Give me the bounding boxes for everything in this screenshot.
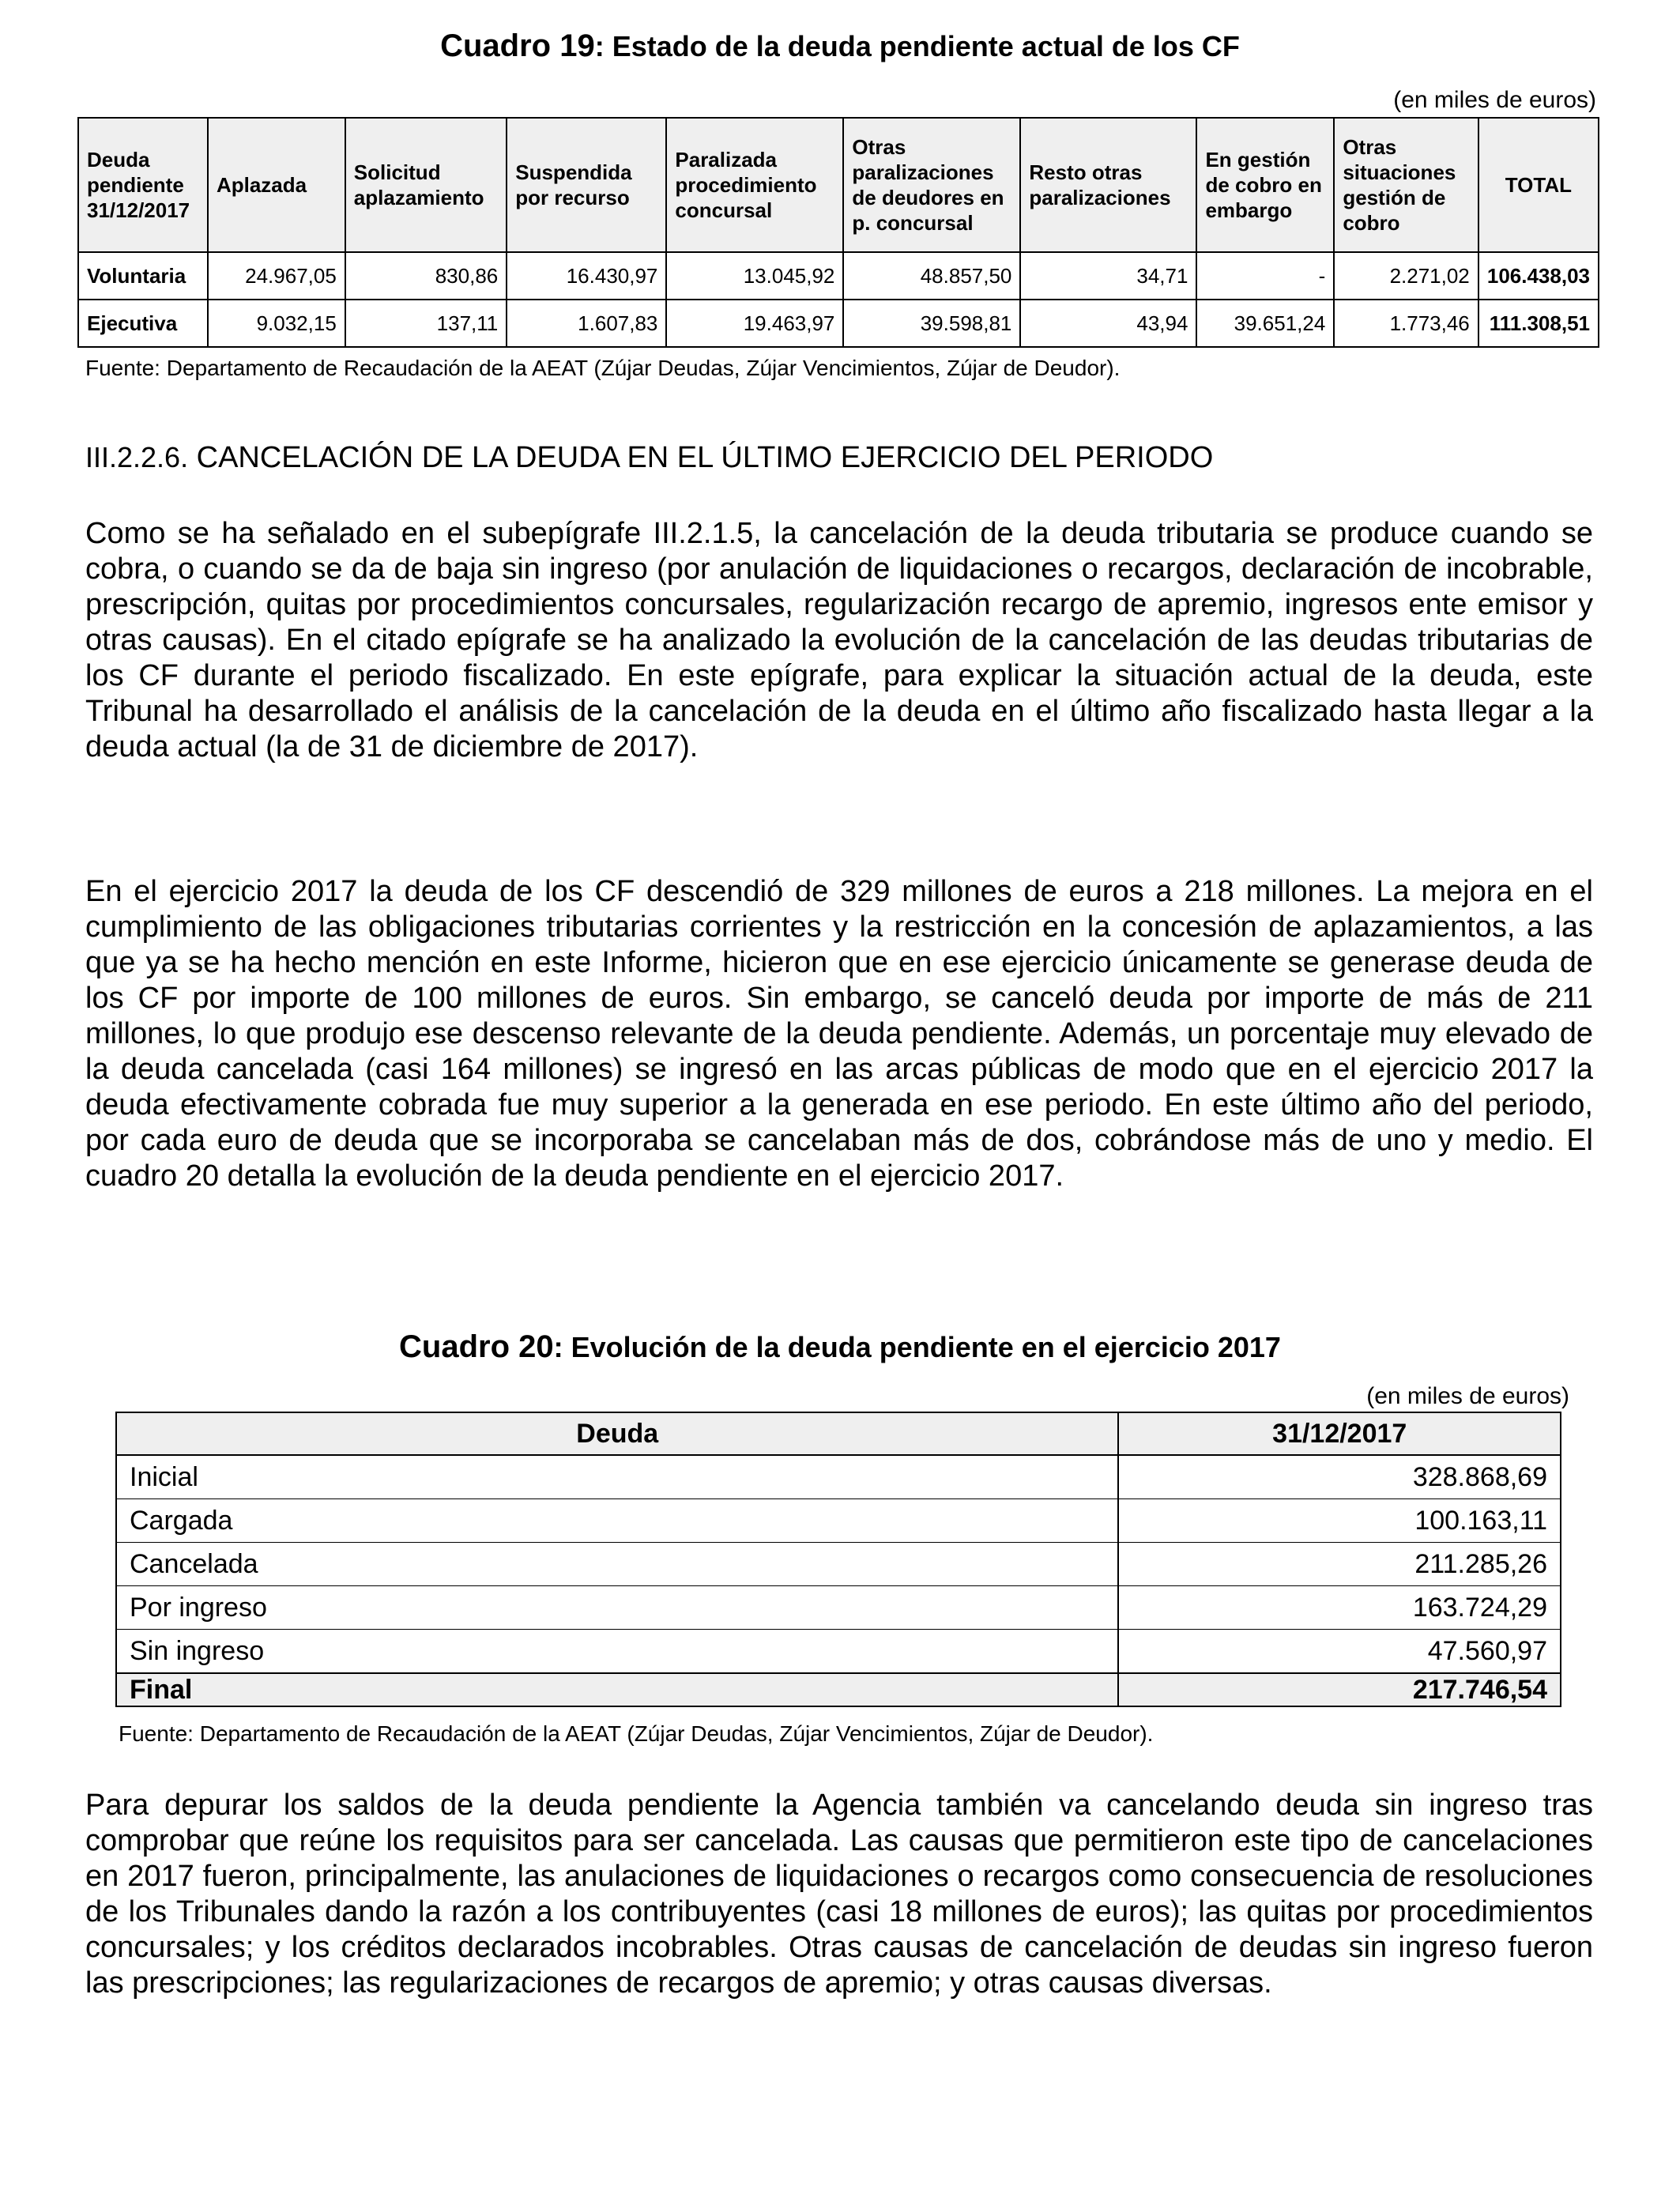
table-cell: 43,94 [1020,300,1196,347]
table-row [78,252,1599,300]
table-cell: 13.045,92 [666,252,843,300]
row-label-inicial: Inicial [116,1455,1118,1499]
cuadro-20-source: Fuente: Departamento de Recaudación de la AEAT (Zújar Deudas, Zújar Vencimientos, Zújar de Deudor). [119,1721,1154,1746]
section-heading [85,441,1213,475]
table-cell: 24.967,05 [208,252,345,300]
paragraph-1-text: Como se ha señalado en el subepígrafe III.2.1.5, la cancelación de la deuda tributaria se produce cuando se cobra, o cuando se da de baja sin ingreso (por anulación de liquidaciones o recargos, declaración de incobrable, prescripción, quitas por procedimientos concursales, regularización recargo de apremio, ingresos ente emisor y otras causas). En el citado epígrafe se ha analizado la evolución de la cancelación de las deudas tributarias de los CF durante el periodo fiscalizado. En este epígrafe, para explicar la situación actual de la deuda, este Tribunal ha desarrollado el análisis de la cancelación de la deuda en el último año fiscalizado hasta llegar a la deuda actual (la de 31 de diciembre de 2017). [85,517,1593,763]
cuadro-19-header-row [78,118,1599,252]
col-header-en-gestion-de-cobro: En gestión de cobro en embargo [1196,118,1334,252]
table-cell-total: 111.308,51 [1478,300,1599,347]
table-row [116,1630,1561,1674]
table-row [116,1586,1561,1630]
section-title: CANCELACIÓN DE LA DEUDA EN EL ÚLTIMO EJERCICIO DEL PERIODO [188,441,1214,474]
table-row-final [116,1673,1561,1706]
paragraph-3 [85,1788,1593,2001]
table-cell: 39.598,81 [843,300,1020,347]
row-label-cancelada: Cancelada [116,1543,1118,1586]
table-row [116,1455,1561,1499]
table-cell: 47.560,97 [1118,1630,1561,1674]
col-header-suspendida-por-recurso: Suspendida por recurso [507,118,666,252]
cuadro-19-source: Fuente: Departamento de Recaudación de la AEAT (Zújar Deudas, Zújar Vencimientos, Zújar de Deudor). [85,356,1121,380]
table-row [116,1543,1561,1586]
row-label-cargada: Cargada [116,1499,1118,1543]
table-cell: 34,71 [1020,252,1196,300]
cuadro-19-units: (en miles de euros) [1393,87,1596,113]
cuadro-20-title [0,1329,1680,1365]
cuadro-19-table [77,117,1599,348]
row-label-voluntaria: Voluntaria [78,252,208,300]
cuadro-20-table [115,1412,1561,1707]
cuadro-20-title-main: Cuadro 20 [399,1329,554,1364]
cuadro-20-header-row [116,1412,1561,1455]
table-row [78,300,1599,347]
col-header-deuda: Deuda [116,1412,1118,1455]
table-cell: 39.651,24 [1196,300,1334,347]
paragraph-1 [85,516,1593,765]
row-label-ejecutiva: Ejecutiva [78,300,208,347]
table-cell: 1.773,46 [1334,300,1478,347]
cuadro-20-title-sub: : Evolución de la deuda pendiente en el ejercicio 2017 [553,1331,1281,1363]
table-cell: 328.868,69 [1118,1455,1561,1499]
paragraph-3-text: Para depurar los saldos de la deuda pendiente la Agencia también va cancelando deuda sin ingreso tras comprobar que reúne los requisitos para ser cancelada. Las causas que permitieron este tipo de cancelaciones en 2017 fueron, principalmente, las anulaciones de liquidaciones o recargos como consecuencia de resoluciones de los Tribunales dando la razón a los contribuyentes (casi 18 millones de euros); las quitas por procedimientos concursales; y los créditos declarados incobrables. Otras causas de cancelación de deudas sin ingreso fueron las prescripciones; las regularizaciones de recargos de apremio; y otras causas diversas. [85,1789,1593,2000]
table-cell: 211.285,26 [1118,1543,1561,1586]
cuadro-19-title [0,28,1680,64]
col-header-aplazada: Aplazada [208,118,345,252]
col-header-solicitud-aplazamiento: Solicitud aplazamiento [345,118,507,252]
table-cell: 100.163,11 [1118,1499,1561,1543]
cuadro-19-title-main: Cuadro 19 [440,28,595,63]
table-cell: 1.607,83 [507,300,666,347]
col-header-total: TOTAL [1478,118,1599,252]
table-cell-total: 106.438,03 [1478,252,1599,300]
table-cell: 9.032,15 [208,300,345,347]
table-cell: 2.271,02 [1334,252,1478,300]
table-cell: 830,86 [345,252,507,300]
table-cell: 48.857,50 [843,252,1020,300]
table-cell: 137,11 [345,300,507,347]
paragraph-2-text: En el ejercicio 2017 la deuda de los CF descendió de 329 millones de euros a 218 millones. La mejora en el cumplimiento de las obligaciones tributarias corrientes y la restricción en la concesión de aplazamientos, a las que ya se ha hecho mención en este Informe, hicieron que en ese ejercicio únicamente se generase deuda de los CF por importe de 100 millones de euros. Sin embargo, se canceló deuda por importe de más de 211 millones, lo que produjo ese descenso relevante de la deuda pendiente. Además, un porcentaje muy elevado de la deuda cancelada (casi 164 millones) se ingresó en las arcas públicas de modo que en el ejercicio 2017 la deuda efectivamente cobrada fue muy superior a la generada en ese periodo. En este último año del periodo, por cada euro de deuda que se incorporaba se cancelaban más de dos, cobrándose más de uno y medio. El cuadro 20 detalla la evolución de la deuda pendiente en el ejercicio 2017. [85,875,1593,1193]
cuadro-19-title-sub: : Estado de la deuda pendiente actual de los CF [594,30,1240,62]
table-cell-total: 217.746,54 [1118,1673,1561,1706]
row-label-sin-ingreso: Sin ingreso [116,1630,1118,1674]
paragraph-2 [85,874,1593,1194]
col-header-otras-situaciones: Otras situaciones gestión de cobro [1334,118,1478,252]
col-header-resto-otras-paralizaciones: Resto otras paralizaciones [1020,118,1196,252]
col-header-otras-paralizaciones: Otras paralizaciones de deudores en p. concursal [843,118,1020,252]
section-number: III.2.2.6. [85,441,189,473]
table-cell: 16.430,97 [507,252,666,300]
table-row [116,1499,1561,1543]
col-header-fecha: 31/12/2017 [1118,1412,1561,1455]
col-header-paralizada-procedimiento-concursal: Paralizada procedimiento concursal [666,118,843,252]
cuadro-20-units: (en miles de euros) [1366,1383,1569,1409]
table-cell: 19.463,97 [666,300,843,347]
table-cell: 163.724,29 [1118,1586,1561,1630]
col-header-deuda-pendiente: Deuda pendiente 31/12/2017 [78,118,208,252]
table-cell: - [1196,252,1334,300]
row-label-por-ingreso: Por ingreso [116,1586,1118,1630]
row-label-final: Final [116,1673,1118,1706]
